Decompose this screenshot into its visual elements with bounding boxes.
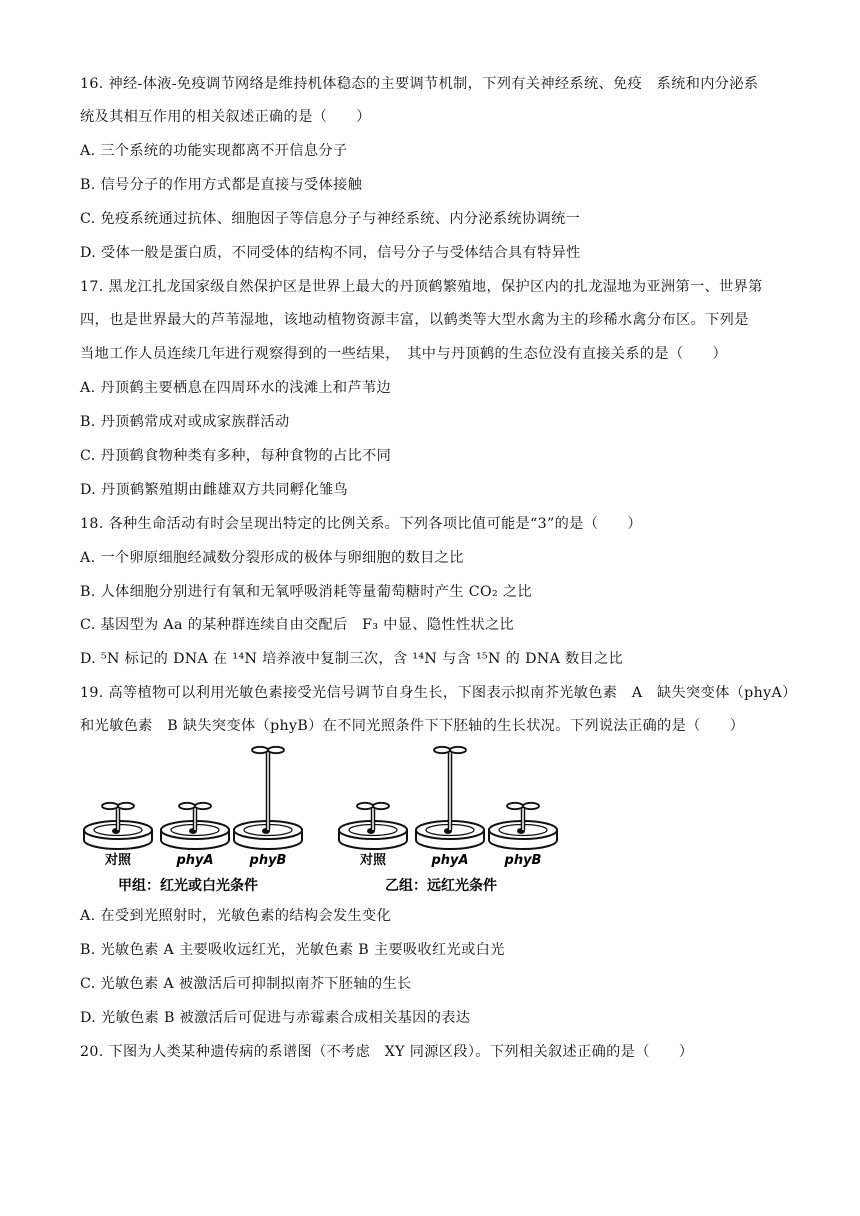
q18-option-b: B. 人体细胞分别进行有氧和无氧呼吸消耗等量葡萄糖时产生 CO₂ 之比 — [80, 584, 532, 600]
q19-stem-line-2: 和光敏色素 B 缺失突变体（phyB）在不同光照条件下下胚轴的生长状况。下列说法正确的是（ ） — [80, 718, 745, 734]
q19-option-b: B. 光敏色素 A 主要吸收远红光，光敏色素 B 主要吸收红光或白光 — [80, 942, 505, 958]
seedling-a-2 — [234, 747, 302, 849]
group-b-label-control: 对照 — [359, 853, 387, 868]
seedling-a-0 — [84, 803, 152, 849]
group-b-caption: 乙组：远红光条件 — [385, 878, 497, 894]
group-a-label-phya: phyA — [176, 853, 214, 868]
q16-option-b: B. 信号分子的作用方式都是直接与受体接触 — [80, 177, 363, 193]
q17-stem-line-2: 四，也是世界最大的芦苇湿地，该地动植物资源丰富，以鹤类等大型水禽为主的珍稀水禽分布区。下列是 — [80, 312, 749, 328]
q18-option-c: C. 基因型为 Aa 的某种群连续自由交配后 F₃ 中显、隐性性状之比 — [80, 617, 515, 633]
group-b-label-phya: phyA — [431, 853, 469, 868]
seedling-a-1 — [161, 803, 229, 849]
seedling-b-1 — [416, 747, 484, 849]
q17-stem-line-3: 当地工作人员连续几年进行观察得到的一些结果， 其中与丹顶鹤的生态位没有直接关系的是（ ） — [80, 346, 728, 362]
group-a-caption: 甲组：红光或白光条件 — [118, 878, 258, 894]
q16-option-d: D. 受体一般是蛋白质，不同受体的结构不同，信号分子与受体结合具有特异性 — [80, 245, 581, 261]
q17-stem-line-1: 17. 黑龙江扎龙国家级自然保护区是世界上最大的丹顶鹤繁殖地，保护区内的扎龙湿地为亚洲第一、世界第 — [80, 279, 763, 295]
q19-seedling-figure — [78, 742, 578, 898]
seedling-b-2 — [489, 803, 557, 849]
q19-option-c: C. 光敏色素 A 被激活后可抑制拟南芥下胚轴的生长 — [80, 976, 412, 992]
q19-option-d: D. 光敏色素 B 被激活后可促进与赤霉素合成相关基因的表达 — [80, 1010, 471, 1026]
q16-option-c: C. 免疫系统通过抗体、细胞因子等信息分子与神经系统、内分泌系统协调统一 — [80, 211, 581, 227]
q19-option-a: A. 在受到光照射时，光敏色素的结构会发生变化 — [80, 908, 392, 924]
group-a-label-phyb: phyB — [249, 853, 287, 868]
q17-option-a: A. 丹顶鹤主要栖息在四周环水的浅滩上和芦苇边 — [80, 380, 392, 396]
seedling-plates — [84, 747, 557, 849]
q17-option-b: B. 丹顶鹤常成对或成家族群活动 — [80, 414, 290, 430]
seedling-b-0 — [339, 803, 407, 849]
q19-stem-line-1: 19. 高等植物可以利用光敏色素接受光信号调节自身生长，下图表示拟南芥光敏色素 A 缺失突变体（phyA） — [80, 685, 797, 701]
group-b-label-phyb: phyB — [504, 853, 542, 868]
q18-option-d: D. ⁵N 标记的 DNA 在 ¹⁴N 培养液中复制三次，含 ¹⁴N 与含 ¹⁵N 的 DNA 数目之比 — [80, 651, 624, 667]
q17-option-c: C. 丹顶鹤食物种类有多种，每种食物的占比不同 — [80, 448, 392, 464]
q16-stem-line-1: 16. 神经-体液-免疫调节网络是维持机体稳态的主要调节机制，下列有关神经系统、免疫 系统和内分泌系 — [80, 76, 759, 92]
q16-option-a: A. 三个系统的功能实现都离不开信息分子 — [80, 143, 348, 159]
q18-option-a: A. 一个卵原细胞经减数分裂形成的极体与卵细胞的数目之比 — [80, 550, 464, 566]
q20-stem-line-1: 20. 下图为人类某种遗传病的系谱图（不考虑 XY 同源区段）。下列相关叙述正确的是（ ） — [80, 1044, 694, 1060]
q18-stem-line-1: 18. 各种生命活动有时会呈现出特定的比例关系。下列各项比值可能是“3”的是（ ） — [80, 516, 642, 532]
q16-stem-line-2: 统及其相互作用的相关叙述正确的是（ ） — [80, 109, 371, 125]
q17-option-d: D. 丹顶鹤繁殖期由雌雄双方共同孵化雏鸟 — [80, 482, 349, 498]
group-a-label-control: 对照 — [104, 853, 132, 868]
